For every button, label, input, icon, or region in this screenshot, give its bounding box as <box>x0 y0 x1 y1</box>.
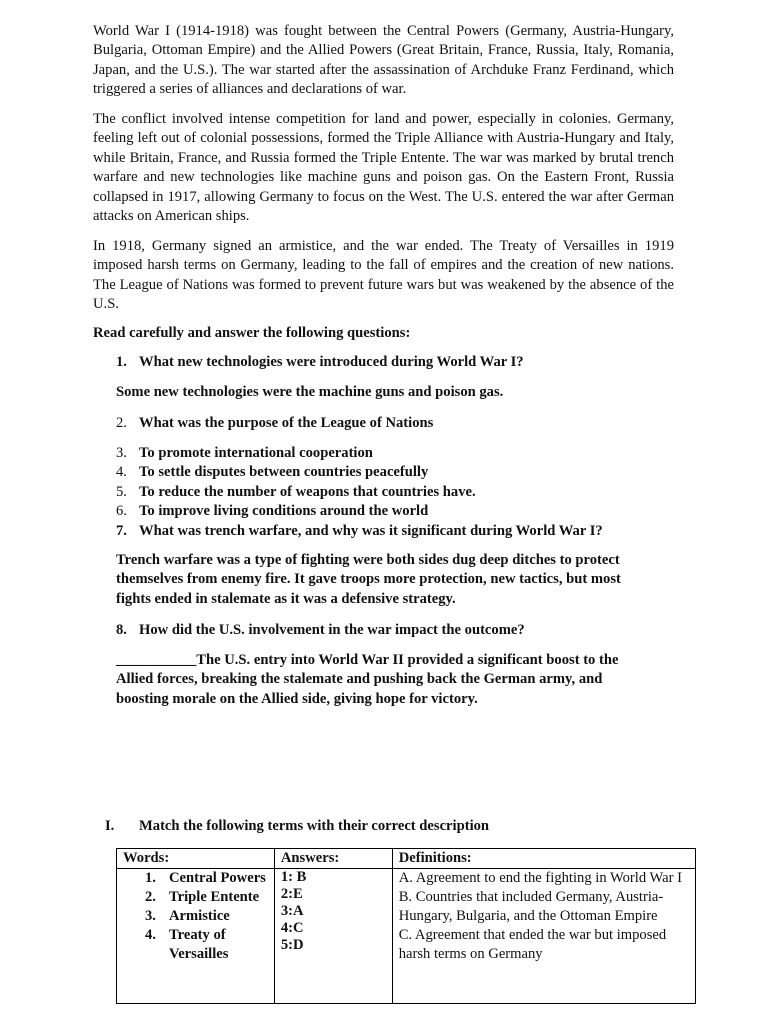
question-number: 1. <box>116 354 127 370</box>
answer-entry: 3:A <box>280 903 304 919</box>
answer-entry: 2:E <box>280 886 303 902</box>
item-number: 7. <box>116 522 127 539</box>
question-number: 8. <box>116 622 127 638</box>
item-text: To improve living conditions around the world <box>139 503 429 520</box>
item-text: To settle disputes between countries peacefully <box>139 464 429 481</box>
section-heading <box>105 818 489 835</box>
answer-entry: 5:D <box>280 937 304 953</box>
answer-8: ___________The U.S. entry into World War II provided a significant boost to the Allied forces, breaking the stalemate and pushing back the German army, and boosting morale on the Allied side, giving hope for victory. <box>116 652 619 707</box>
word-number: 4. <box>145 927 156 943</box>
question-item <box>116 621 676 640</box>
section-number: I. <box>105 818 115 834</box>
item-text: To reduce the number of weapons that countries have. <box>139 483 476 500</box>
list-item <box>116 463 676 482</box>
item-number: 5. <box>116 483 127 500</box>
list-item <box>116 444 676 463</box>
question-2 <box>116 414 676 433</box>
word-number: 3. <box>145 908 156 924</box>
table-header-row <box>117 849 696 869</box>
list-item <box>116 483 676 502</box>
paragraph-intro: World War I (1914-1918) was fought between the Central Powers (Germany, Austria-Hungary, Bulgaria, Ottoman Empire) and the Allied Powers (Great Britain, France, Russia, Italy, Romania, Japan, and the U.S.). The war started after the assassination of Archduke Franz Ferdinand, which triggered a series of alliances and declarations of war. <box>93 23 674 98</box>
words-cell <box>117 869 275 1004</box>
word-number: 2. <box>145 889 156 905</box>
question-item <box>116 353 676 372</box>
word-text: Treaty of Versailles <box>169 927 229 962</box>
list-item <box>116 522 676 541</box>
instruction-heading: Read carefully and answer the following questions: <box>93 325 411 341</box>
question-text: What was the purpose of the League of Nations <box>139 415 434 431</box>
definitions-cell <box>392 869 695 1004</box>
definition-entry: A. Agreement to end the fighting in World War I <box>398 870 682 886</box>
header-answers: Answers: <box>274 849 392 869</box>
answer-entry: 4:C <box>280 920 304 936</box>
item-number: 3. <box>116 445 127 461</box>
question-number: 2. <box>116 415 127 431</box>
words-list <box>123 869 268 964</box>
paragraph-ending: In 1918, Germany signed an armistice, and the war ended. The Treaty of Versailles in 1919 imposed harsh terms on Germany, leading to the fall of empires and the creation of new nations. The League of Nations was formed to prevent future wars but was weakened by the absence of the U.S. <box>93 238 674 313</box>
word-item <box>123 888 268 907</box>
list-item <box>116 502 676 521</box>
question-8 <box>116 621 676 640</box>
table-row <box>117 869 696 1004</box>
matching-table <box>116 848 696 1004</box>
definition-entry: C. Agreement that ended the war but imposed harsh terms on Germany <box>398 927 667 962</box>
word-text: Central Powers <box>169 870 266 886</box>
word-item <box>123 907 268 926</box>
answer-entry: 1: B <box>280 869 307 885</box>
item-text: To promote international cooperation <box>139 445 373 461</box>
section-title: Match the following terms with their correct description <box>139 818 490 834</box>
answer-7: Trench warfare was a type of fighting were both sides dug deep ditches to protect themselves from enemy fire. It gave troops more protection, new tactics, but most fights ended in stalemate as it was a defensive strategy. <box>116 552 621 607</box>
answer-1: Some new technologies were the machine guns and poison gas. <box>116 384 504 400</box>
options-list <box>116 444 676 541</box>
item-text: What was trench warfare, and why was it significant during World War I? <box>139 522 603 539</box>
word-text: Triple Entente <box>169 889 260 905</box>
item-number: 6. <box>116 503 127 520</box>
definition-entry: B. Countries that included Germany, Austria-Hungary, Bulgaria, and the Ottoman Empire <box>398 889 664 924</box>
word-number: 1. <box>145 870 156 886</box>
paragraph-conflict: The conflict involved intense competition for land and power, especially in colonies. Germany, feeling left out of colonial possessions, formed the Triple Alliance with Austria-Hungary and Italy, while Britain, France, and Russia formed the Triple Entente. The war was marked by brutal trench warfare and new technologies like machine guns and poison gas. On the Eastern Front, Russia collapsed in 1917, allowing Germany to focus on the West. The U.S. entered the war after German attacks on American ships. <box>93 111 674 225</box>
question-1 <box>116 353 676 372</box>
answers-cell <box>274 869 392 1004</box>
item-number: 4. <box>116 464 127 481</box>
word-item <box>123 869 268 888</box>
question-text: How did the U.S. involvement in the war impact the outcome? <box>139 622 525 638</box>
header-definitions: Definitions: <box>392 849 695 869</box>
word-item <box>123 926 268 964</box>
header-words: Words: <box>117 849 275 869</box>
question-item <box>116 414 676 433</box>
word-text: Armistice <box>169 908 230 924</box>
question-text: What new technologies were introduced during World War I? <box>139 354 524 370</box>
